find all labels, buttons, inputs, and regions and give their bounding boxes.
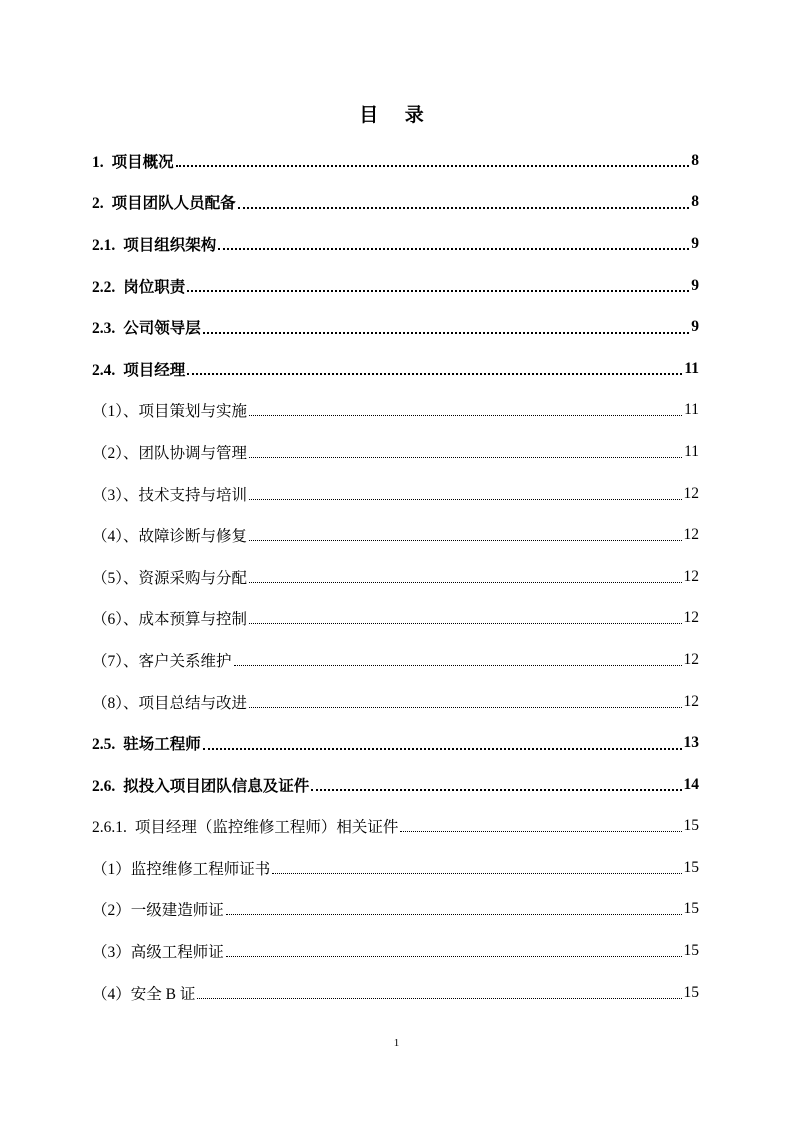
toc-entry[interactable] xyxy=(92,556,699,598)
page-number: 1 xyxy=(393,1037,400,1049)
toc-entry[interactable] xyxy=(92,348,699,390)
toc-entry-number: 1. xyxy=(92,153,104,171)
toc-entry[interactable] xyxy=(92,514,699,556)
dot-leader xyxy=(187,289,689,292)
toc-entry[interactable] xyxy=(92,722,699,764)
toc-entry-page: 15 xyxy=(683,817,699,835)
toc-entry[interactable] xyxy=(92,390,699,432)
toc-entry-label xyxy=(92,191,236,213)
toc-entry-number: 2.2. xyxy=(92,278,116,296)
toc-entry-page: 15 xyxy=(683,983,699,1001)
dot-leader xyxy=(187,372,682,375)
dot-leader xyxy=(226,955,682,957)
dot-leader xyxy=(249,414,682,416)
toc-entry-page: 12 xyxy=(683,692,699,710)
dot-leader xyxy=(203,747,682,750)
toc-entry-label xyxy=(92,649,232,671)
toc-entry-label xyxy=(92,982,195,1004)
toc-entry-label xyxy=(92,566,247,588)
toc-entry-text: （2）、团队协调与管理 xyxy=(92,444,248,462)
dot-leader xyxy=(249,706,681,708)
dot-leader xyxy=(203,331,689,334)
dot-leader xyxy=(400,830,681,832)
dot-leader xyxy=(218,247,689,250)
toc-entry[interactable] xyxy=(92,681,699,723)
toc-entry-label xyxy=(92,732,201,754)
toc-entry-page: 12 xyxy=(683,650,699,668)
toc-entry-text: （3）高级工程师证 xyxy=(92,944,224,962)
toc-entry-number: 2.5. xyxy=(92,736,116,754)
toc-entry-label xyxy=(92,399,247,421)
toc-entry-page: 11 xyxy=(684,401,699,419)
toc-entry-page: 9 xyxy=(691,234,699,252)
toc-entry-page: 15 xyxy=(683,900,699,918)
toc-entry-page: 9 xyxy=(691,276,699,294)
toc-entry-label xyxy=(92,358,185,380)
toc-entry-page: 15 xyxy=(683,942,699,960)
toc-entry-page: 15 xyxy=(683,858,699,876)
toc-entry-text: 项目经理 xyxy=(123,361,186,379)
toc-entry-text: （3）、技术支持与培训 xyxy=(92,486,248,504)
toc-entry-number: 2.6.1. xyxy=(92,819,127,837)
toc-entry-page: 12 xyxy=(683,526,699,544)
toc-entry-label xyxy=(92,524,247,546)
toc-entry-page: 8 xyxy=(691,151,699,169)
dot-leader xyxy=(311,788,681,791)
toc-entry-label xyxy=(92,150,174,172)
table-of-contents xyxy=(92,140,699,1013)
toc-entry-page: 12 xyxy=(683,609,699,627)
toc-entry-page: 9 xyxy=(691,318,699,336)
toc-entry-page: 8 xyxy=(691,193,699,211)
toc-entry-text: 项目组织架构 xyxy=(123,236,217,254)
toc-entry-text: （4）安全 B 证 xyxy=(92,985,196,1003)
dot-leader xyxy=(249,581,681,583)
toc-entry-page: 11 xyxy=(684,359,699,377)
toc-entry-page: 11 xyxy=(684,442,699,460)
toc-entry-text: （7）、客户关系维护 xyxy=(92,652,232,670)
toc-entry[interactable] xyxy=(92,431,699,473)
toc-entry-number: 2.3. xyxy=(92,320,116,338)
toc-entry-label xyxy=(92,898,224,920)
toc-entry-number: 2.6. xyxy=(92,777,116,795)
toc-entry-label xyxy=(92,774,309,796)
toc-entry[interactable] xyxy=(92,598,699,640)
toc-entry-text: 项目经理（监控维修工程师）相关证件 xyxy=(134,819,399,837)
toc-entry-page: 13 xyxy=(683,734,699,752)
toc-entry-text: 项目团队人员配备 xyxy=(111,195,236,213)
dot-leader xyxy=(249,622,681,624)
toc-entry-text: 公司领导层 xyxy=(123,320,201,338)
toc-entry-text: （8）、项目总结与改进 xyxy=(92,694,248,712)
toc-entry-text: （1）监控维修工程师证书 xyxy=(92,860,271,878)
toc-entry-text: 拟投入项目团队信息及证件 xyxy=(123,777,310,795)
dot-leader xyxy=(234,664,682,666)
toc-entry-page: 12 xyxy=(683,567,699,585)
toc-entry-label xyxy=(92,857,270,879)
toc-entry-label xyxy=(92,607,247,629)
toc-entry-text: （4）、故障诊断与修复 xyxy=(92,528,248,546)
dot-leader xyxy=(226,913,682,915)
toc-entry-label xyxy=(92,940,224,962)
toc-entry-label xyxy=(92,233,216,255)
toc-entry[interactable] xyxy=(92,847,699,889)
dot-leader xyxy=(249,498,681,500)
toc-entry-page: 14 xyxy=(683,775,699,793)
toc-entry-text: 项目概况 xyxy=(111,153,174,171)
toc-entry[interactable] xyxy=(92,306,699,348)
toc-entry-number: 2.1. xyxy=(92,236,116,254)
toc-entry[interactable] xyxy=(92,806,699,848)
toc-entry-number: 2. xyxy=(92,195,104,213)
dot-leader xyxy=(176,164,690,167)
toc-entry-label xyxy=(92,316,201,338)
toc-entry-label xyxy=(92,815,398,837)
toc-entry-number: 2.4. xyxy=(92,361,116,379)
toc-entry-label xyxy=(92,441,247,463)
toc-entry[interactable] xyxy=(92,265,699,307)
toc-entry-text: （1）、项目策划与实施 xyxy=(92,403,248,421)
dot-leader xyxy=(249,539,681,541)
toc-entry-page: 12 xyxy=(683,484,699,502)
dot-leader xyxy=(238,206,690,209)
toc-entry[interactable] xyxy=(92,639,699,681)
toc-entry[interactable] xyxy=(92,473,699,515)
toc-entry-label xyxy=(92,483,247,505)
toc-entry[interactable] xyxy=(92,972,699,1014)
dot-leader xyxy=(249,456,682,458)
toc-entry-text: （2）一级建造师证 xyxy=(92,902,224,920)
dot-leader xyxy=(272,872,681,874)
toc-entry-label xyxy=(92,691,247,713)
toc-entry[interactable] xyxy=(92,889,699,931)
toc-entry[interactable] xyxy=(92,930,699,972)
toc-entry-text: （5）、资源采购与分配 xyxy=(92,569,248,587)
toc-title: 目 录 xyxy=(359,104,434,126)
toc-entry[interactable] xyxy=(92,182,699,224)
toc-entry-text: 驻场工程师 xyxy=(123,736,201,754)
toc-entry-label xyxy=(92,275,185,297)
toc-entry-text: （6）、成本预算与控制 xyxy=(92,611,248,629)
toc-entry[interactable] xyxy=(92,223,699,265)
toc-entry[interactable] xyxy=(92,140,699,182)
toc-entry[interactable] xyxy=(92,764,699,806)
toc-entry-text: 岗位职责 xyxy=(123,278,186,296)
dot-leader xyxy=(197,997,681,999)
